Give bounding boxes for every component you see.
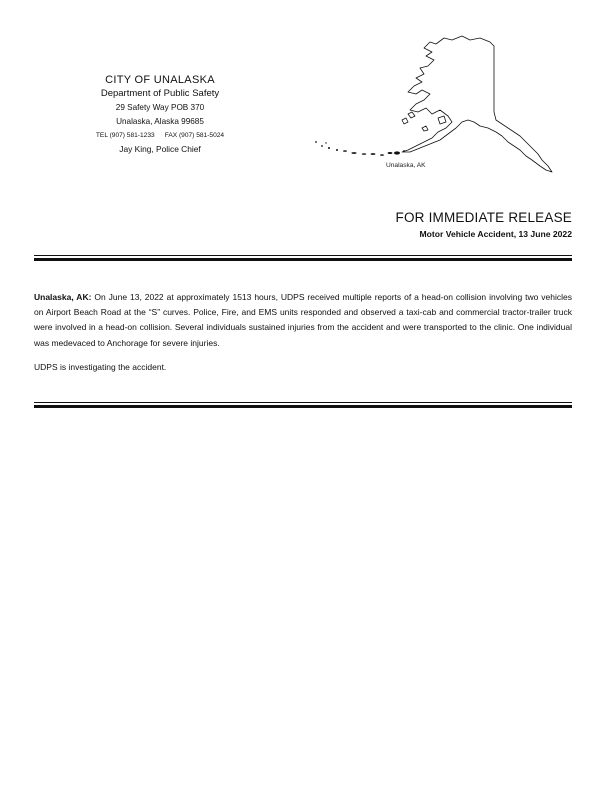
letterhead xyxy=(40,73,280,156)
department-name: Department of Public Safety xyxy=(100,88,220,99)
bottom-divider xyxy=(34,402,572,408)
top-divider xyxy=(34,255,572,261)
police-chief: Jay King, Police Chief xyxy=(119,144,201,154)
address-line-2: Unalaska, Alaska 99685 xyxy=(116,117,204,126)
release-subtitle: Motor Vehicle Accident, 13 June 2022 xyxy=(419,229,572,239)
fax-number: FAX (907) 581-5024 xyxy=(164,132,225,139)
release-heading xyxy=(396,210,572,240)
phone-line xyxy=(40,129,280,142)
tel-number: TEL (907) 581-1233 xyxy=(95,132,155,139)
alaska-map-icon xyxy=(312,10,574,175)
org-name: CITY OF UNALASKA xyxy=(105,74,215,86)
body-paragraph-2: UDPS is investigating the accident. xyxy=(34,361,167,372)
paragraph-1-text: On June 13, 2022 at approximately 1513 hours, UDPS received multiple reports of a head-on collision involving two vehicles on Airport Beach Road at the “S” curves. Police, Fire, and EMS units responded and observed a taxi-cab and commercial tractor-trailer truck were involved in a head-on collision. Several individuals sustained injuries from the accident and were transported to the clinic. One individual was medevaced to Anchorage for severe injuries. xyxy=(34,292,572,348)
body-paragraph-1 xyxy=(34,290,572,351)
address-line-1: 29 Safety Way POB 370 xyxy=(115,103,205,112)
map-location-label: Unalaska, AK xyxy=(386,162,426,169)
release-title: FOR IMMEDIATE RELEASE xyxy=(395,210,572,225)
release-body xyxy=(34,290,572,375)
dateline: Unalaska, AK: xyxy=(34,292,92,302)
